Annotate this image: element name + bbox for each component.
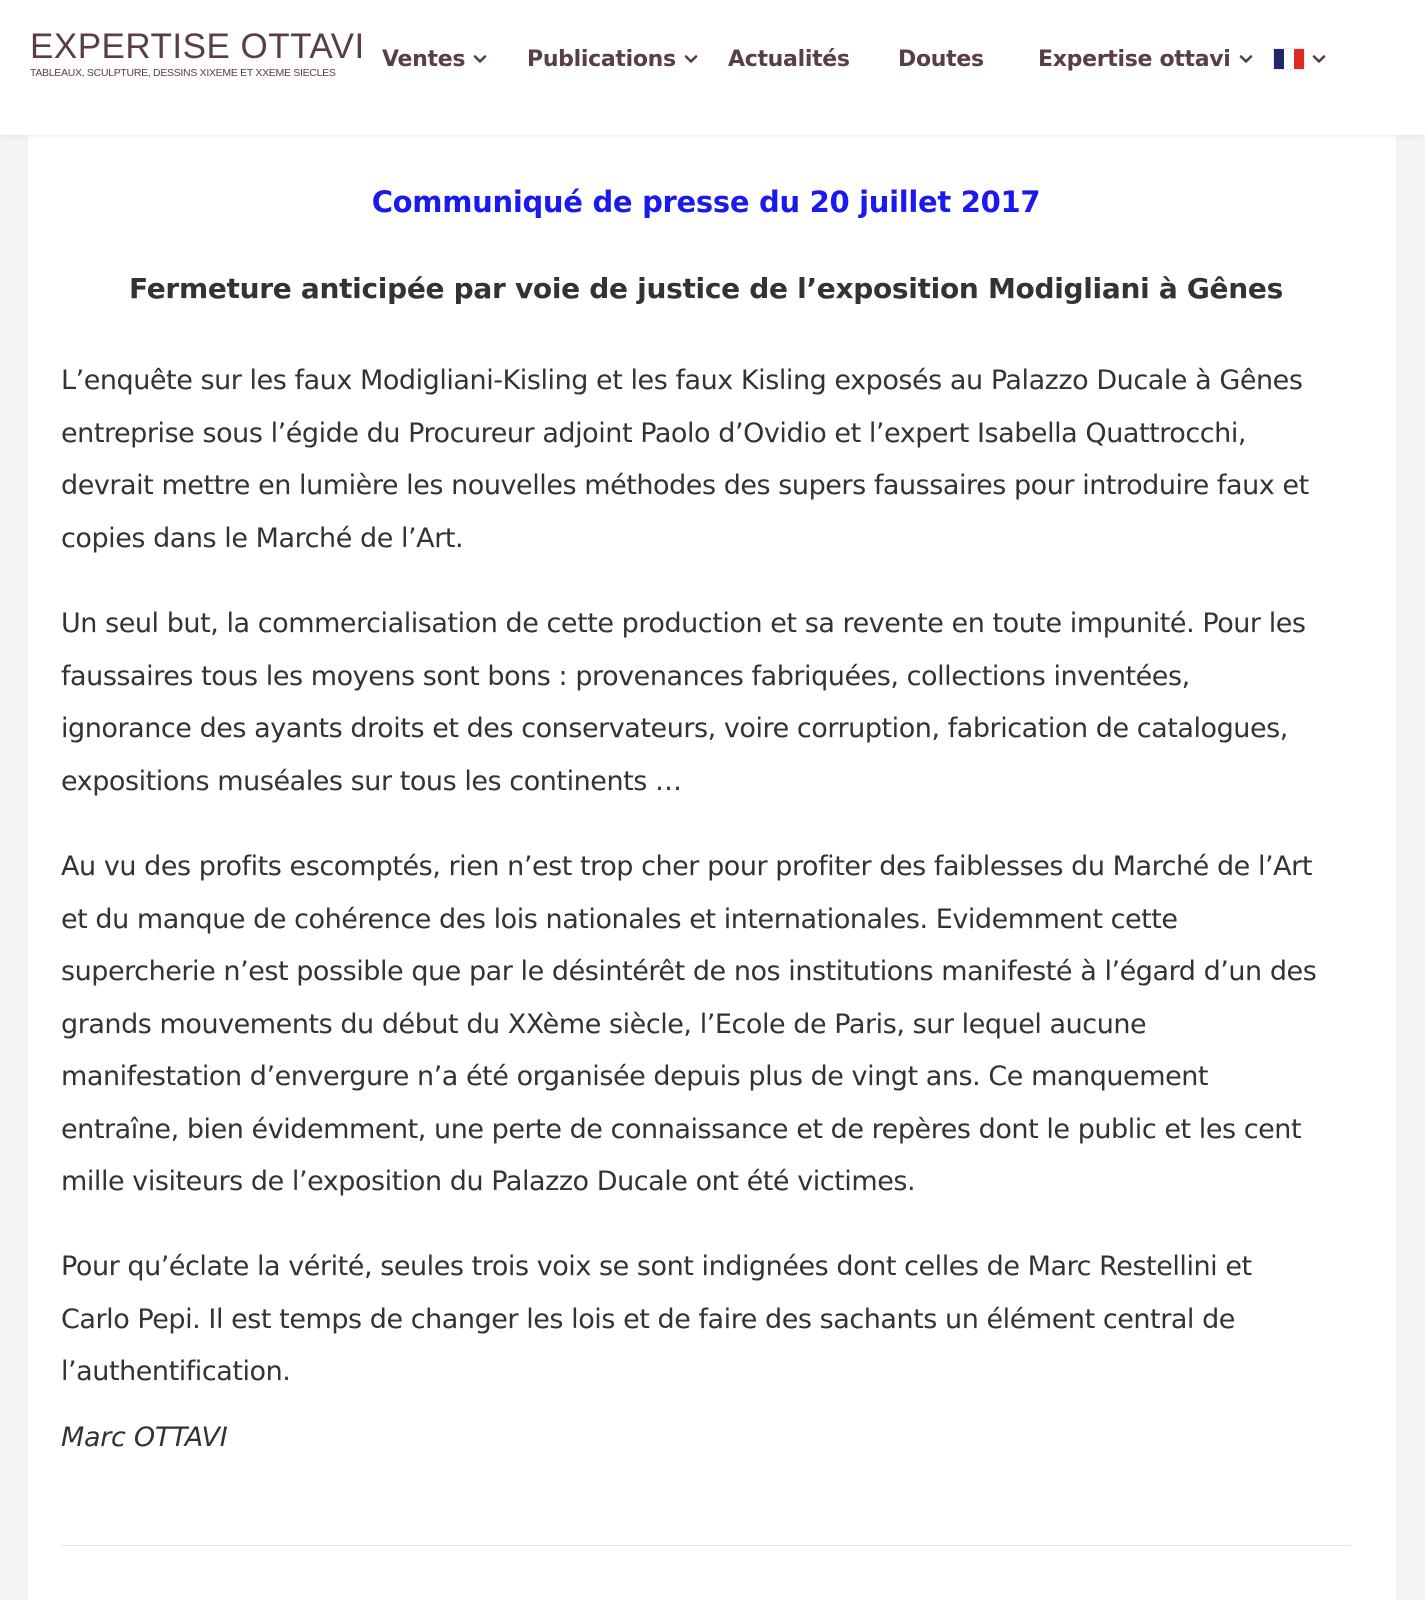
divider: [61, 1545, 1351, 1546]
paragraph-line: faussaires tous les moyens sont bons : provenances fabriquées, collections inventées,: [61, 660, 1190, 692]
nav-item-label: Expertise ottavi: [1038, 46, 1231, 72]
nav-item-expertise-ottavi[interactable]: [1038, 44, 1253, 74]
french-flag-icon: [1274, 49, 1304, 69]
article-headline: Fermeture anticipée par voie de justice de l’exposition Modigliani à Gênes: [129, 272, 1283, 305]
paragraph-line: entraîne, bien évidemment, une perte de connaissance et de repères dont le public et les cent: [61, 1113, 1302, 1145]
paragraph-4: [61, 1241, 1361, 1399]
nav-item-publications[interactable]: [527, 44, 698, 74]
site-header: [0, 0, 1425, 135]
nav-item-actualites[interactable]: [728, 44, 850, 74]
paragraph-line: et du manque de cohérence des lois nationales et internationales. Evidemment cette: [61, 903, 1178, 935]
article-card: [28, 135, 1396, 1600]
nav-item-label: Doutes: [898, 46, 984, 72]
paragraph-line: grands mouvements du début du XXème siècle, l’Ecole de Paris, sur lequel aucune: [61, 1008, 1147, 1040]
paragraph-line: L’enquête sur les faux Modigliani-Kisling et les faux Kisling exposés au Palazzo Ducale à Gênes: [61, 365, 1303, 396]
nav-item-doutes[interactable]: [898, 44, 984, 74]
chevron-down-icon: [684, 52, 698, 66]
nav-item-ventes[interactable]: [382, 44, 487, 74]
paragraph-line: mille visiteurs de l’exposition du Palazzo Ducale ont été victimes.: [61, 1166, 916, 1197]
paragraph-line: ignorance des ayants droits et des conservateurs, voire corruption, fabrication de catalogues,: [61, 713, 1288, 744]
paragraph-line: l’authentification.: [61, 1356, 291, 1387]
chevron-down-icon: [1239, 52, 1253, 66]
paragraph-1: [61, 355, 1361, 565]
paragraph-line: expositions muséales sur tous les continents …: [61, 765, 682, 797]
paragraph-line: Un seul but, la commercialisation de cette production et sa revente en toute impunité. Pour les: [61, 608, 1306, 639]
paragraph-line: copies dans le Marché de l’Art.: [61, 522, 464, 554]
site-logo[interactable]: [30, 28, 365, 80]
author-signature: Marc OTTAVI: [61, 1422, 228, 1453]
paragraph-line: Pour qu’éclate la vérité, seules trois voix se sont indignées dont celles de Marc Restellini et: [61, 1251, 1252, 1282]
paragraph-line: manifestation d’envergure n’a été organisée depuis plus de vingt ans. Ce manquement: [61, 1061, 1209, 1092]
logo-subtitle: TABLEAUX, SCULPTURE, DESSINS XIXEME ET XXEME SIECLES: [30, 67, 336, 79]
chevron-down-icon: [473, 52, 487, 66]
press-release-title: Communiqué de presse du 20 juillet 2017: [371, 185, 1041, 219]
paragraph-line: entreprise sous l’égide du Procureur adjoint Paolo d’Ovidio et l’expert Isabella Quattrocchi,: [61, 417, 1247, 449]
nav-item-label: Actualités: [728, 46, 850, 72]
nav-item-label: Ventes: [382, 46, 466, 72]
paragraph-line: Carlo Pepi. Il est temps de changer les lois et de faire des sachants un élément central de: [61, 1303, 1235, 1335]
paragraph-line: Au vu des profits escomptés, rien n’est trop cher pour profiter des faiblesses du Marché de l’Art: [61, 851, 1312, 882]
paragraph-line: supercherie n’est possible que par le désintérêt de nos institutions manifesté à l’égard d’un des: [61, 956, 1317, 987]
chevron-down-icon: [1312, 52, 1326, 66]
nav-item-label: Publications: [527, 46, 676, 72]
language-switcher[interactable]: [1274, 44, 1326, 74]
paragraph-3: [61, 841, 1361, 1209]
logo-title: EXPERTISE OTTAVI: [30, 27, 365, 66]
paragraph-2: [61, 598, 1361, 808]
paragraph-line: devrait mettre en lumière les nouvelles méthodes des supers faussaires pour introduire faux et: [61, 470, 1309, 501]
